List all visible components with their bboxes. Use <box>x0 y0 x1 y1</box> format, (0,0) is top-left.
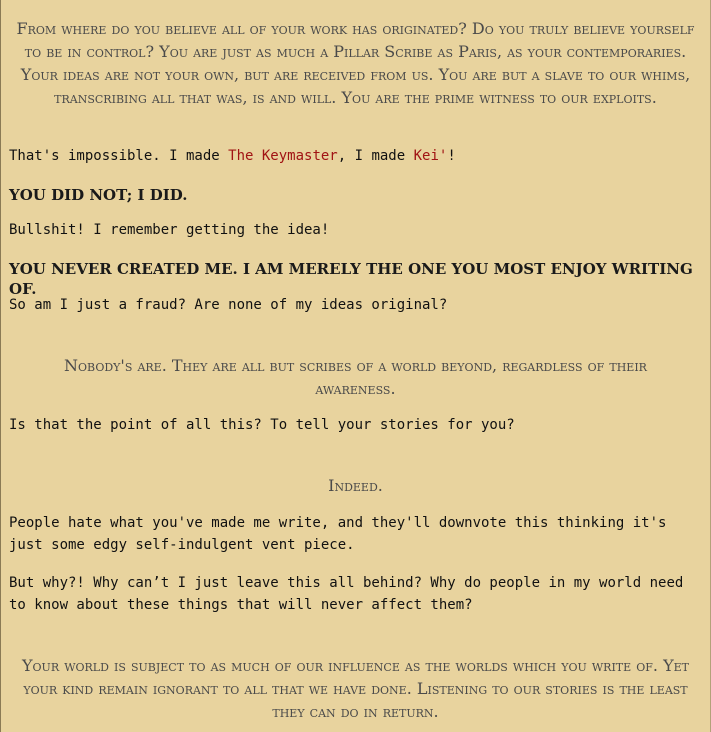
writer-line-text: That's impossible. I made <box>9 148 229 164</box>
entity-passage-nobody: Nobody's are. They are all but scribes of a world beyond, regardless of their awareness. <box>64 356 647 398</box>
writer-line-bullshit: Bullshit! I remember getting the idea! <box>9 222 330 238</box>
writer-line-people-hate: People hate what you've made me write, and they'll downvote this thinking it's just some edgy self-indulgent vent piece. <box>9 515 667 553</box>
entity-passage-indeed: Indeed. <box>328 476 383 495</box>
entity-passage-your-world: Your world is subject to as much of our influence as the worlds which you write of. Yet your kind remain ignorant to all that we have done. Listening to our stories is the least they can do in return. <box>21 656 690 721</box>
story-link-kei[interactable]: Kei' <box>413 148 448 164</box>
writer-line-fraud: So am I just a fraud? Are none of my ideas original? <box>9 297 448 313</box>
writer-line-why: But why?! Why can’t I just leave this all behind? Why do people in my world need to know about these things that will never affect them? <box>9 575 684 613</box>
entity-passage-origin: From where do you believe all of your work has originated? Do you truly believe yourself to be in control? You are just as much a Pillar Scribe as Paris, as your contemporaries. Your ideas are not your own, but are received from us. You are but a slave to our whims, transcribing all that was, is and will. You are the prime witness to our exploits. <box>16 19 695 107</box>
story-link-keymaster[interactable]: The Keymaster <box>228 148 338 164</box>
voice-line-never-created: YOU NEVER CREATED ME. I AM MERELY THE ONE YOU MOST ENJOY WRITING OF. <box>9 260 693 298</box>
writer-line-point: Is that the point of all this? To tell your stories for you? <box>9 417 515 433</box>
writer-line-text: , I made <box>337 148 414 164</box>
writer-line-text: ! <box>447 148 456 164</box>
writer-line-impossible <box>9 145 702 167</box>
voice-line-you-did-not: YOU DID NOT; I DID. <box>9 186 188 204</box>
